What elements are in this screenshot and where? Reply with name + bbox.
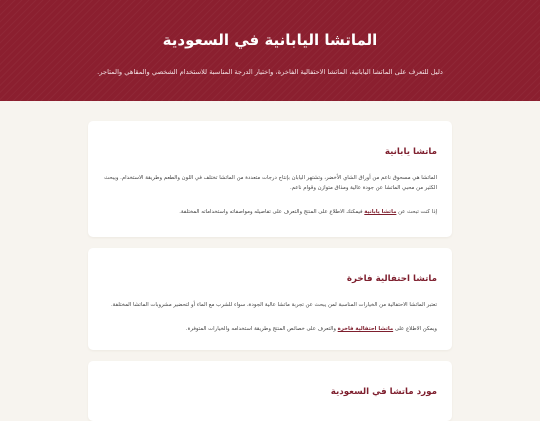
section-title: ماتشا يابانية [384, 147, 437, 157]
page-description: دليل للتعرف على الماتشا اليابانية، الماتشا الاحتفالية الفاخرة، واختيار الدرجة المناسبة للاستخدام الشخصي والمقاهي والمتاجر. [97, 68, 443, 76]
section-link-paragraph [101, 207, 437, 217]
section-matcha-supplier [88, 361, 452, 421]
paragraph-text-after-link: فيمكنك الاطلاع على المنتج والتعرف على تفاصيله ومواصفاته واستخداماته المختلفة. [179, 209, 365, 215]
section-title: ماتشا احتفالية فاخرة [346, 274, 437, 284]
section-title: مورد ماتشا في السعودية [330, 387, 437, 397]
japanese-matcha-link[interactable]: ماتشا يابانية [364, 209, 397, 215]
paragraph-text-after-link: والتعرف على خصائص المنتج وطريقة استخدامه والخيارات المتوفرة. [185, 326, 338, 332]
section-japanese-matcha [88, 121, 452, 237]
section-paragraph: الماتشا هي مسحوق ناعم من أوراق الشاي الأخضر، وتشتهر اليابان بإنتاج درجات متعددة من الماتشا تختلف في اللون والطعم وطريقة الاستخدام. ويبحث الكثير من محبي الماتشا عن جودة عالية ومذاق متوازن وقوام ناعم. [104, 175, 437, 191]
page-header [0, 0, 540, 101]
section-ceremonial-matcha [88, 248, 452, 350]
section-paragraph: تعتبر الماتشا الاحتفالية من الخيارات المناسبة لمن يبحث عن تجربة ماتشا عالية الجودة، سواء للشرب مع الماء أو لتحضير مشروبات الماتشا المختلفة. [110, 302, 437, 308]
section-link-paragraph [101, 324, 437, 334]
paragraph-text-before-link: إذا كنت تبحث عن [396, 209, 437, 215]
paragraph-text-before-link: ويمكن الاطلاع على [393, 326, 437, 332]
page-title: الماتشا اليابانية في السعودية [162, 31, 378, 49]
ceremonial-matcha-link[interactable]: ماتشا احتفالية فاخرة [337, 326, 394, 332]
